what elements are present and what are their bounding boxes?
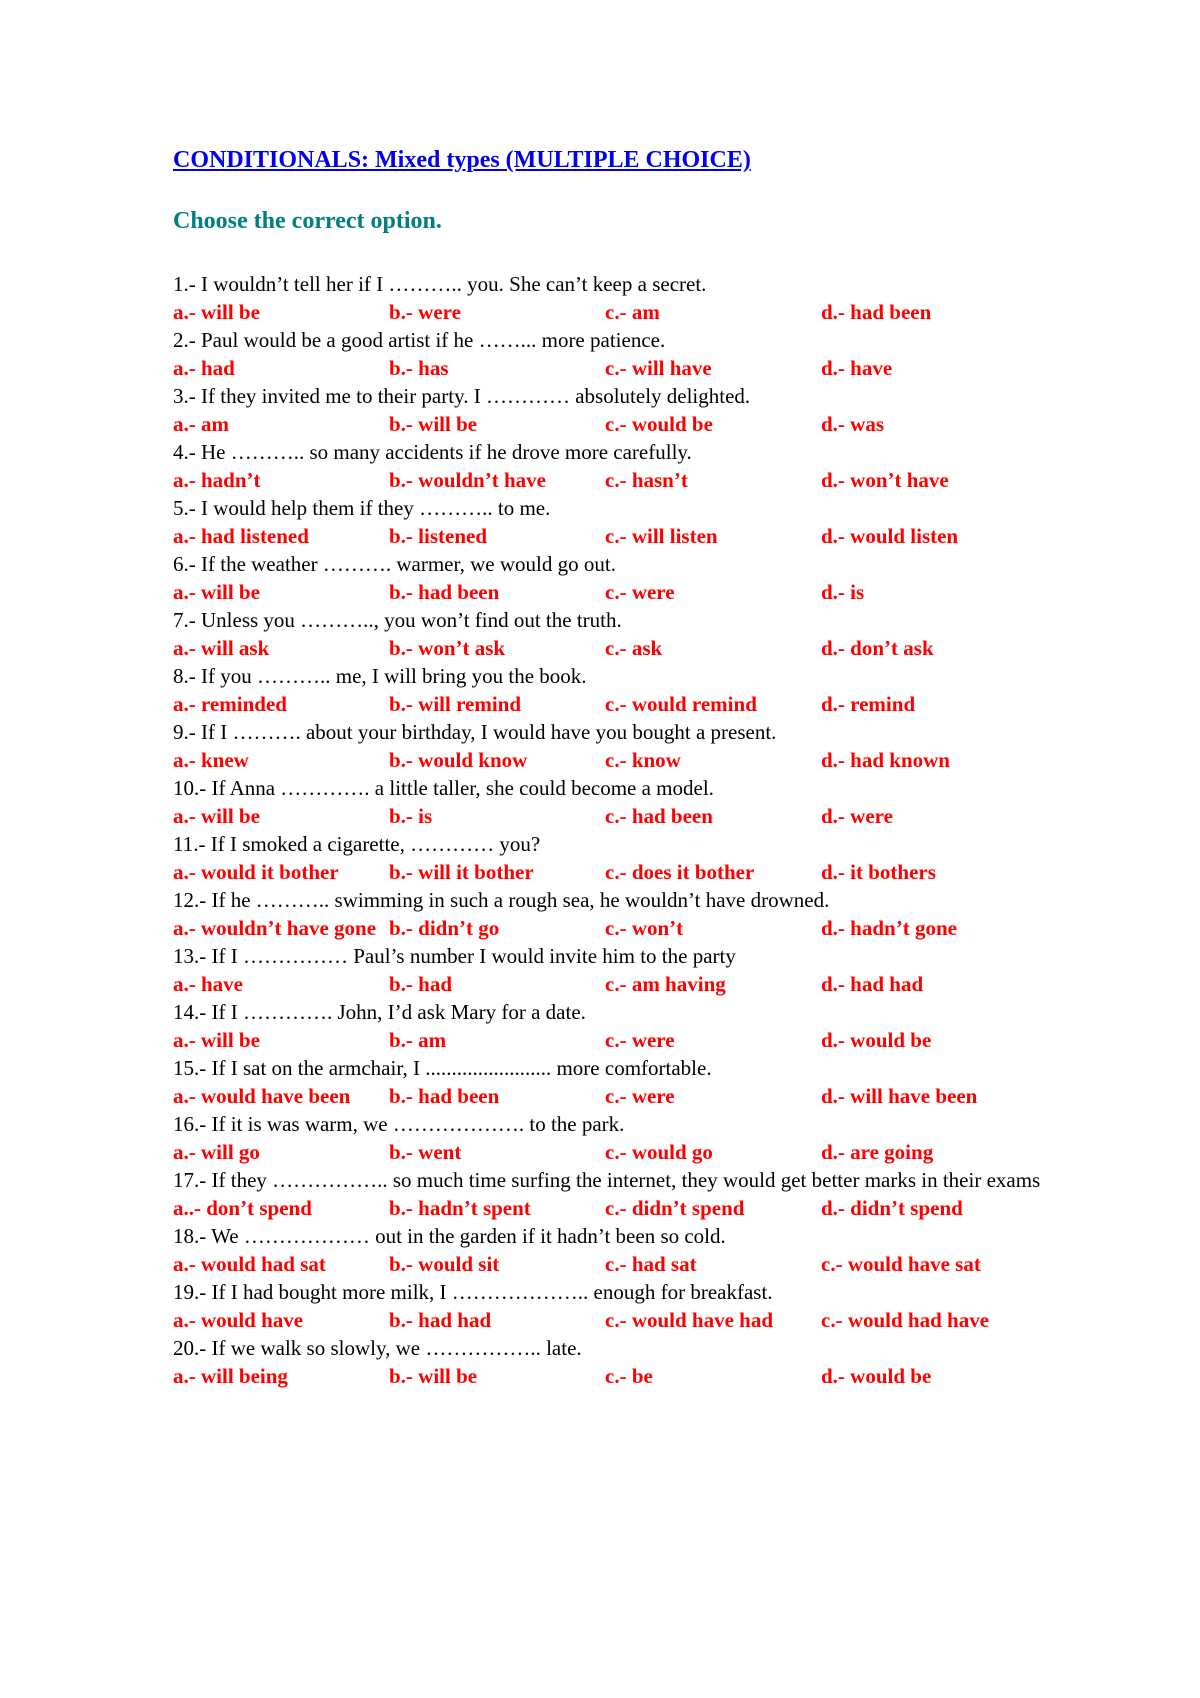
question-text: 20.- If we walk so slowly, we …………….. late. (173, 1336, 582, 1360)
question-text: 16.- If it is was warm, we ………………. to the park. (173, 1112, 625, 1136)
answer-options (173, 1194, 1053, 1222)
answer-option: a.- would have been (173, 1084, 351, 1108)
answer-option: d.- don’t ask (821, 636, 934, 660)
answer-option: c.- would be (605, 412, 713, 436)
question-item (173, 830, 1053, 886)
answer-option: a.- will be (173, 300, 260, 324)
question-item (173, 662, 1053, 718)
question-text: 19.- If I had bought more milk, I ……………….. enough for breakfast. (173, 1280, 773, 1304)
answer-option: a.- hadn’t (173, 468, 261, 492)
answer-option: a.- will go (173, 1140, 260, 1164)
answer-option: d.- didn’t spend (821, 1196, 963, 1220)
answer-option: d.- remind (821, 692, 916, 716)
answer-option: b.- had been (389, 580, 500, 604)
answer-option: a.- had (173, 356, 235, 380)
answer-option: a.- reminded (173, 692, 287, 716)
answer-option: b.- will be (389, 412, 478, 436)
answer-option: c.- hasn’t (605, 468, 688, 492)
question-item (173, 270, 1053, 326)
answer-option: d.- would listen (821, 524, 959, 548)
answer-option: b.- has (389, 356, 449, 380)
answer-option: a.- had listened (173, 524, 309, 548)
question-item (173, 326, 1053, 382)
answer-options (173, 746, 1053, 774)
answer-option: b.- won’t ask (389, 636, 506, 660)
answer-option: d.- would be (821, 1364, 932, 1388)
worksheet-title: CONDITIONALS: Mixed types (MULTIPLE CHOICE) (173, 147, 751, 173)
answer-option: d.- won’t have (821, 468, 949, 492)
question-item (173, 1334, 1053, 1390)
answer-options (173, 522, 1053, 550)
question-text: 13.- If I …………… Paul’s number I would invite him to the party (173, 944, 736, 968)
question-text: 3.- If they invited me to their party. I ………… absolutely delighted. (173, 384, 751, 408)
answer-options (173, 802, 1053, 830)
answer-option: a.- will ask (173, 636, 270, 660)
answer-option: c.- would have had (605, 1308, 774, 1332)
question-text: 1.- I wouldn’t tell her if I ……….. you. She can’t keep a secret. (173, 272, 707, 296)
answer-option: b.- listened (389, 524, 488, 548)
answer-option: b.- wouldn’t have (389, 468, 546, 492)
question-item (173, 606, 1053, 662)
answer-options (173, 1306, 1053, 1334)
answer-option: d.- is (821, 580, 865, 604)
question-text: 6.- If the weather ………. warmer, we would go out. (173, 552, 616, 576)
question-item (173, 998, 1053, 1054)
answer-options (173, 858, 1053, 886)
answer-option: b.- will be (389, 1364, 478, 1388)
question-text: 18.- We ……………… out in the garden if it hadn’t been so cold. (173, 1224, 726, 1248)
answer-option: d.- were (821, 804, 893, 828)
answer-option: b.- had (389, 972, 453, 996)
answer-option: c.- am having (605, 972, 726, 996)
answer-options (173, 466, 1053, 494)
answer-option: c.- would have sat (821, 1252, 981, 1276)
question-text: 10.- If Anna …………. a little taller, she could become a model. (173, 776, 714, 800)
answer-options (173, 410, 1053, 438)
question-text: 2.- Paul would be a good artist if he ……... more patience. (173, 328, 666, 352)
question-list (173, 270, 1053, 1390)
question-text: 7.- Unless you ……….., you won’t find out the truth. (173, 608, 622, 632)
answer-option: d.- had known (821, 748, 950, 772)
answer-option: c.- does it bother (605, 860, 755, 884)
answer-option: a..- don’t spend (173, 1196, 312, 1220)
answer-options (173, 1026, 1053, 1054)
question-item (173, 1222, 1053, 1278)
question-text: 11.- If I smoked a cigarette, ………… you? (173, 832, 541, 856)
answer-option: c.- won’t (605, 916, 684, 940)
answer-options (173, 970, 1053, 998)
answer-option: c.- didn’t spend (605, 1196, 745, 1220)
question-item (173, 550, 1053, 606)
answer-options (173, 634, 1053, 662)
answer-option: d.- have (821, 356, 893, 380)
answer-option: b.- were (389, 300, 461, 324)
answer-option: c.- know (605, 748, 681, 772)
question-item (173, 494, 1053, 550)
question-item (173, 1110, 1053, 1166)
answer-option: a.- will be (173, 1028, 260, 1052)
answer-option: c.- were (605, 1028, 675, 1052)
answer-option: a.- will be (173, 804, 260, 828)
answer-option: b.- will it bother (389, 860, 534, 884)
answer-option: c.- will have (605, 356, 712, 380)
answer-option: d.- had had (821, 972, 924, 996)
answer-option: c.- am (605, 300, 660, 324)
answer-option: a.- have (173, 972, 243, 996)
question-text: 14.- If I …………. John, I’d ask Mary for a date. (173, 1000, 586, 1024)
answer-option: a.- would it bother (173, 860, 339, 884)
question-text: 5.- I would help them if they ……….. to me. (173, 496, 551, 520)
answer-option: a.- will be (173, 580, 260, 604)
answer-option: b.- am (389, 1028, 447, 1052)
answer-option: c.- would go (605, 1140, 713, 1164)
answer-option: b.- will remind (389, 692, 522, 716)
answer-option: d.- are going (821, 1140, 934, 1164)
answer-option: c.- were (605, 1084, 675, 1108)
answer-option: c.- will listen (605, 524, 718, 548)
question-item (173, 1166, 1053, 1222)
question-item (173, 774, 1053, 830)
answer-option: c.- be (605, 1364, 653, 1388)
answer-option: a.- would had sat (173, 1252, 326, 1276)
answer-option: d.- will have been (821, 1084, 978, 1108)
answer-options (173, 578, 1053, 606)
answer-option: c.- ask (605, 636, 663, 660)
answer-option: b.- had been (389, 1084, 500, 1108)
answer-option: b.- would know (389, 748, 528, 772)
answer-option: b.- had had (389, 1308, 492, 1332)
answer-option: b.- hadn’t spent (389, 1196, 531, 1220)
answer-option: d.- would be (821, 1028, 932, 1052)
answer-options (173, 354, 1053, 382)
question-item (173, 942, 1053, 998)
question-item (173, 1054, 1053, 1110)
question-item (173, 718, 1053, 774)
answer-option: d.- it bothers (821, 860, 936, 884)
answer-option: a.- am (173, 412, 229, 436)
answer-options (173, 298, 1053, 326)
question-item (173, 382, 1053, 438)
answer-option: d.- was (821, 412, 885, 436)
answer-option: a.- knew (173, 748, 249, 772)
question-text: 15.- If I sat on the armchair, I ........................ more comfortable. (173, 1056, 712, 1080)
instruction-text: Choose the correct option. (173, 208, 442, 234)
answer-option: a.- would have (173, 1308, 304, 1332)
question-text: 17.- If they …………….. so much time surfing the internet, they would get better marks in their exams (173, 1168, 1041, 1192)
answer-option: c.- had sat (605, 1252, 697, 1276)
answer-option: b.- went (389, 1140, 462, 1164)
question-text: 8.- If you ……….. me, I will bring you the book. (173, 664, 587, 688)
question-item (173, 1278, 1053, 1334)
answer-option: c.- would had have (821, 1308, 990, 1332)
answer-option: d.- had been (821, 300, 932, 324)
question-text: 4.- He ……….. so many accidents if he drove more carefully. (173, 440, 692, 464)
answer-option: b.- didn’t go (389, 916, 500, 940)
answer-option: c.- had been (605, 804, 713, 828)
answer-option: a.- will being (173, 1364, 288, 1388)
answer-option: b.- would sit (389, 1252, 500, 1276)
answer-options (173, 690, 1053, 718)
answer-options (173, 1138, 1053, 1166)
answer-option: b.- is (389, 804, 433, 828)
question-item (173, 886, 1053, 942)
question-item (173, 438, 1053, 494)
answer-option: c.- would remind (605, 692, 757, 716)
answer-options (173, 914, 1053, 942)
question-text: 12.- If he ……….. swimming in such a rough sea, he wouldn’t have drowned. (173, 888, 830, 912)
answer-options (173, 1362, 1053, 1390)
answer-option: a.- wouldn’t have gone (173, 916, 377, 940)
answer-options (173, 1250, 1053, 1278)
answer-options (173, 1082, 1053, 1110)
question-text: 9.- If I ………. about your birthday, I would have you bought a present. (173, 720, 777, 744)
answer-option: d.- hadn’t gone (821, 916, 957, 940)
answer-option: c.- were (605, 580, 675, 604)
